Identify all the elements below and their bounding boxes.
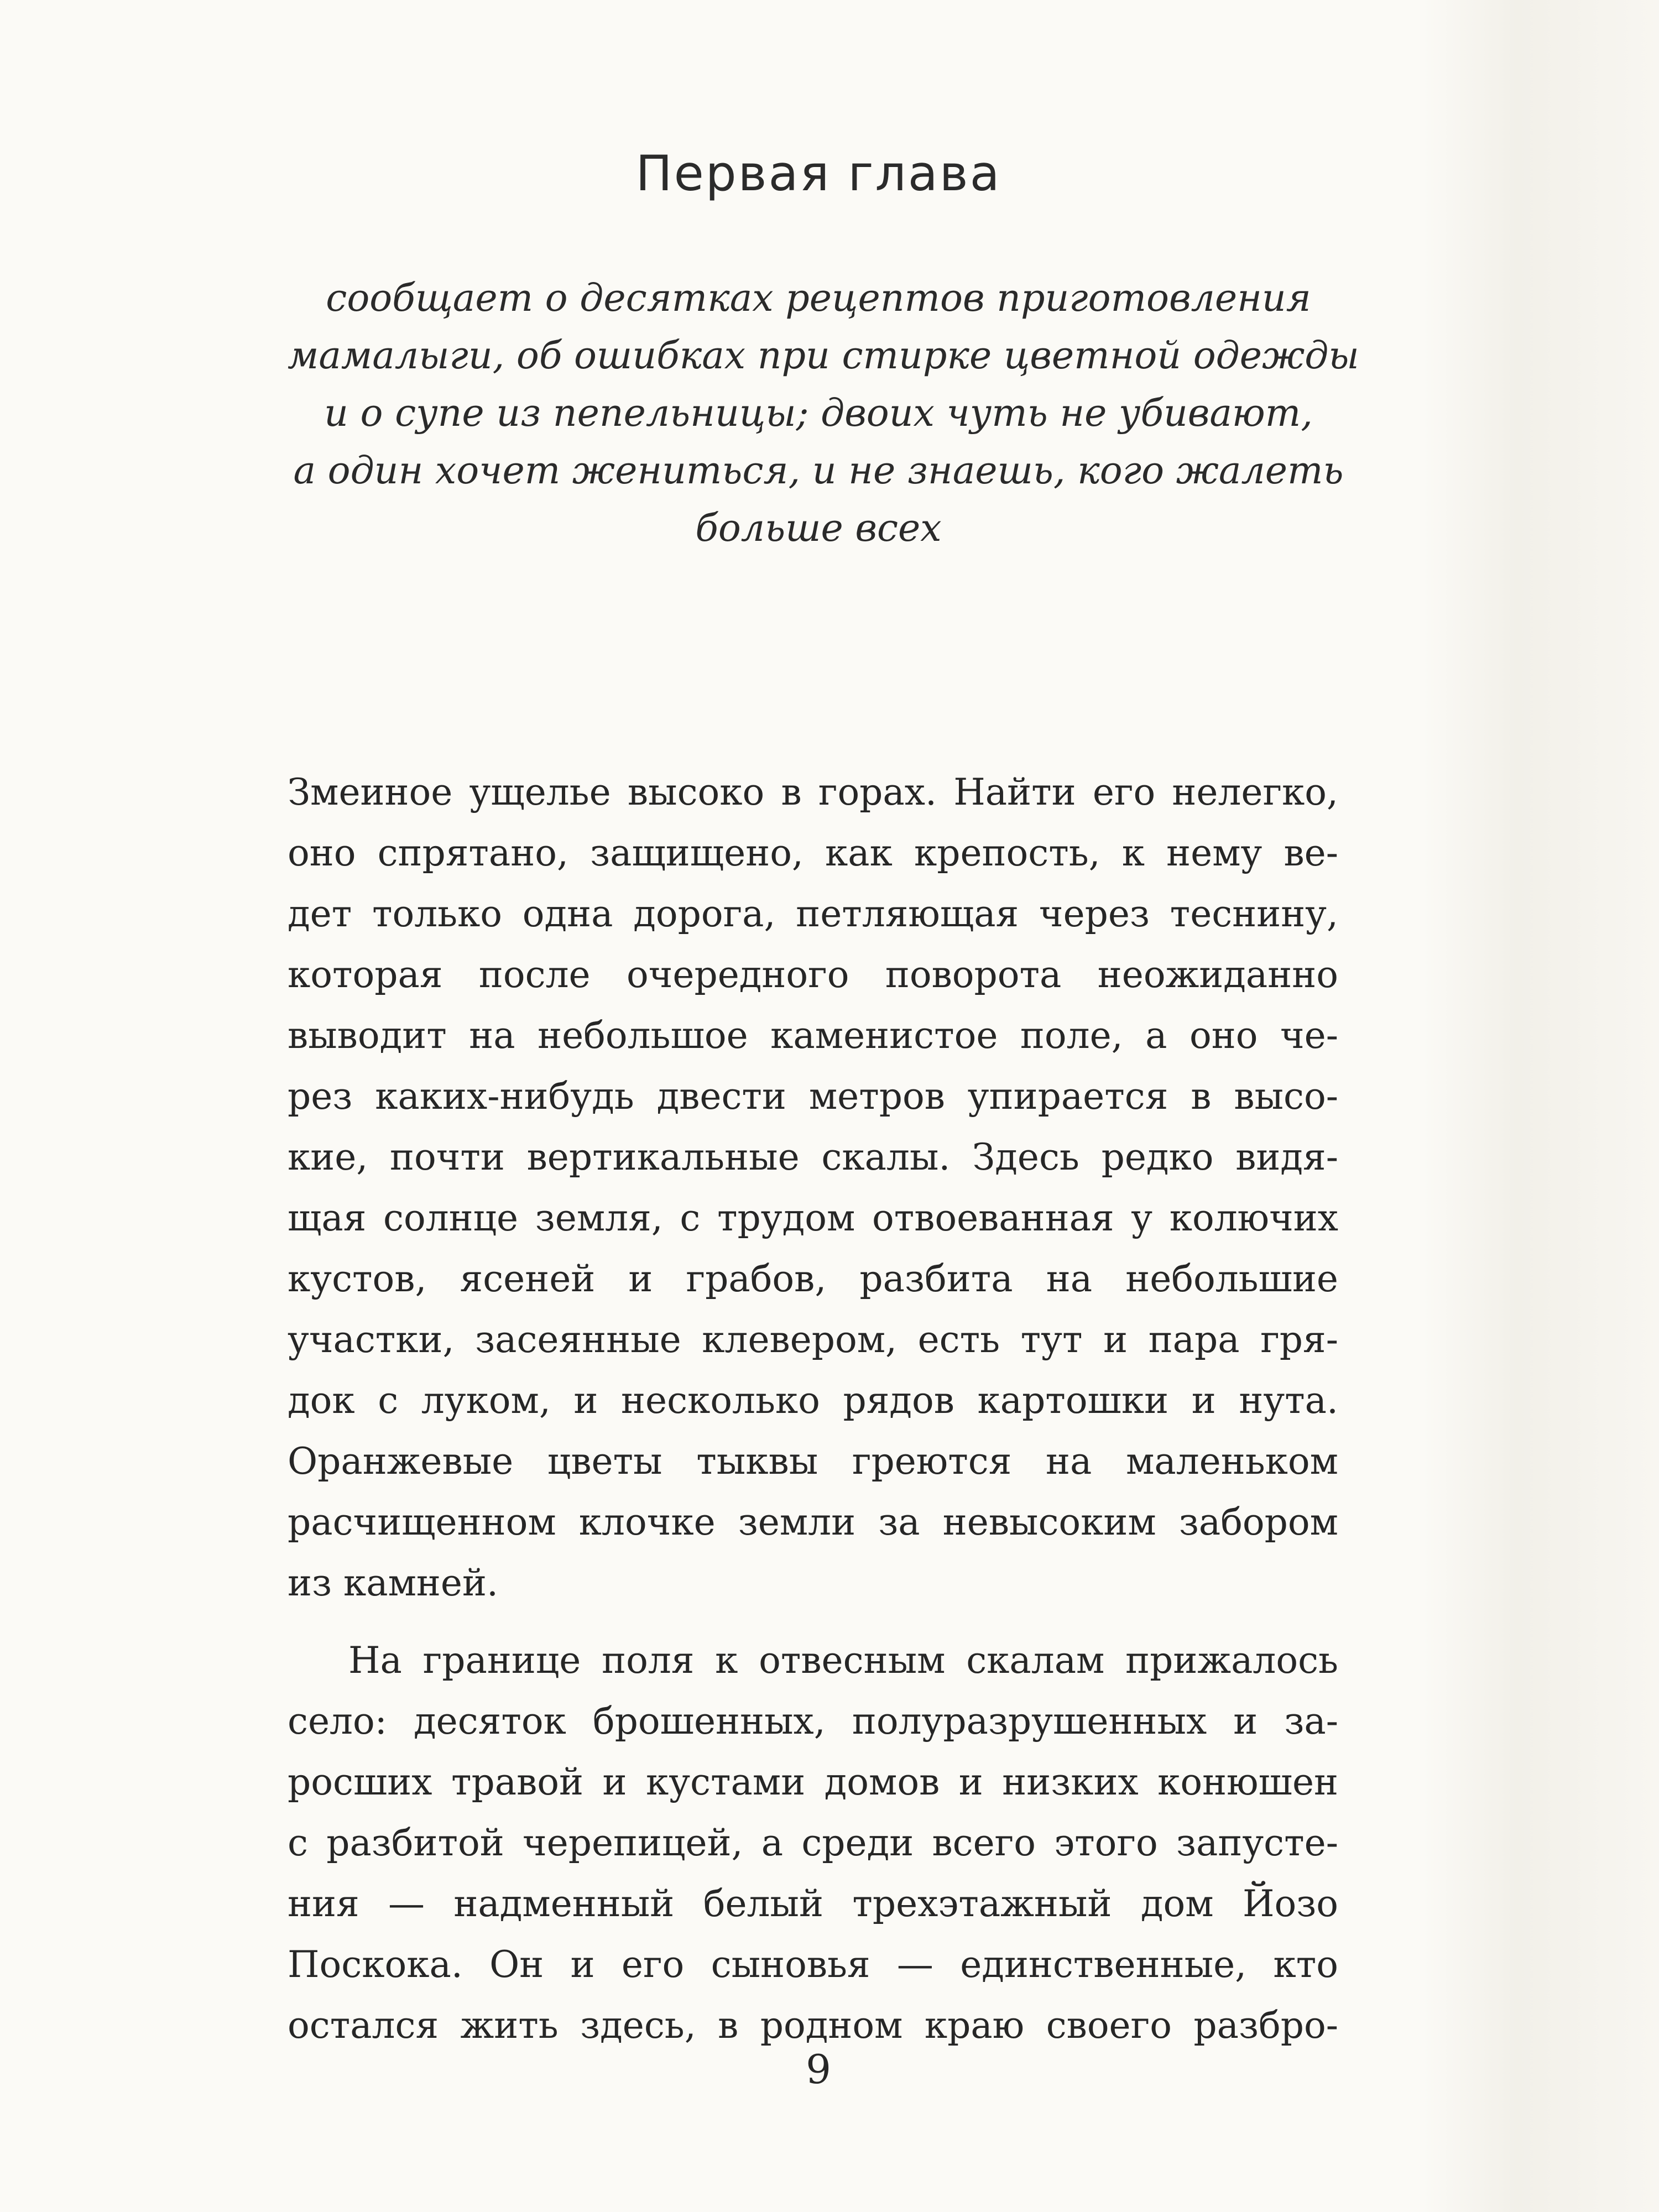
text-line: щая солнце земля, с трудом отвоеванная у колючих xyxy=(288,1197,1338,1239)
text-line: ния — надменный белый трехэтажный дом Йозо xyxy=(288,1882,1338,1925)
text-line: Змеиное ущелье высоко в горах. Найти его нелегко, xyxy=(288,771,1338,813)
text-line: село: десяток брошенных, полуразрушенных и за- xyxy=(288,1700,1338,1743)
epigraph-line: а один хочет жениться, и не знаешь, кого жалеть xyxy=(293,449,1344,493)
text-line: док с луком, и несколько рядов картошки и нута. xyxy=(288,1379,1338,1422)
text-line: кие, почти вертикальные скалы. Здесь редко видя- xyxy=(288,1136,1338,1178)
chapter-title: Первая глава xyxy=(635,145,1001,202)
epigraph-line: и о супе из пепельницы; двоих чуть не убивают, xyxy=(324,392,1313,435)
page-edge-shadow xyxy=(1421,0,1659,2212)
text-line: дет только одна дорога, петляющая через теснину, xyxy=(288,893,1338,935)
text-line: На границе поля к отвесным скалам прижалось xyxy=(348,1639,1338,1682)
text-line: Поскока. Он и его сыновья — единственные, кто xyxy=(288,1943,1338,1986)
text-line: росших травой и кустами домов и низких конюшен xyxy=(288,1761,1338,1803)
text-line: участки, засеянные клевером, есть тут и пара гря- xyxy=(288,1318,1338,1361)
paragraph-2 xyxy=(288,1630,1338,2056)
epigraph-line: больше всех xyxy=(695,507,942,550)
text-line: Оранжевые цветы тыквы греются на маленьком xyxy=(288,1440,1338,1483)
paragraph-gap xyxy=(288,1614,1338,1630)
text-line: с разбитой черепицей, а среди всего этого запусте- xyxy=(288,1822,1338,1864)
epigraph-line: мамалыги, об ошибках при стирке цветной одежды xyxy=(288,334,1359,378)
text-line: кустов, ясеней и грабов, разбита на небольшие xyxy=(288,1258,1338,1300)
epigraph-line: сообщает о десятках рецептов приготовления xyxy=(326,276,1311,320)
text-line: остался жить здесь, в родном краю своего разбро- xyxy=(288,2004,1338,2047)
chapter-epigraph xyxy=(288,270,1359,557)
page-number: 9 xyxy=(806,2046,831,2093)
body-text xyxy=(288,762,1338,2056)
paragraph-1 xyxy=(288,762,1338,1614)
text-line: которая после очередного поворота неожиданно xyxy=(288,953,1338,996)
text-line: из камней. xyxy=(288,1562,498,1604)
text-line: оно спрятано, защищено, как крепость, к нему ве- xyxy=(288,832,1338,874)
text-line: рез каких-нибудь двести метров упирается в высо- xyxy=(288,1075,1338,1118)
text-line: расчищенном клочке земли за невысоким забором xyxy=(288,1501,1338,1543)
text-line: выводит на небольшое каменистое поле, а оно че- xyxy=(288,1014,1338,1057)
